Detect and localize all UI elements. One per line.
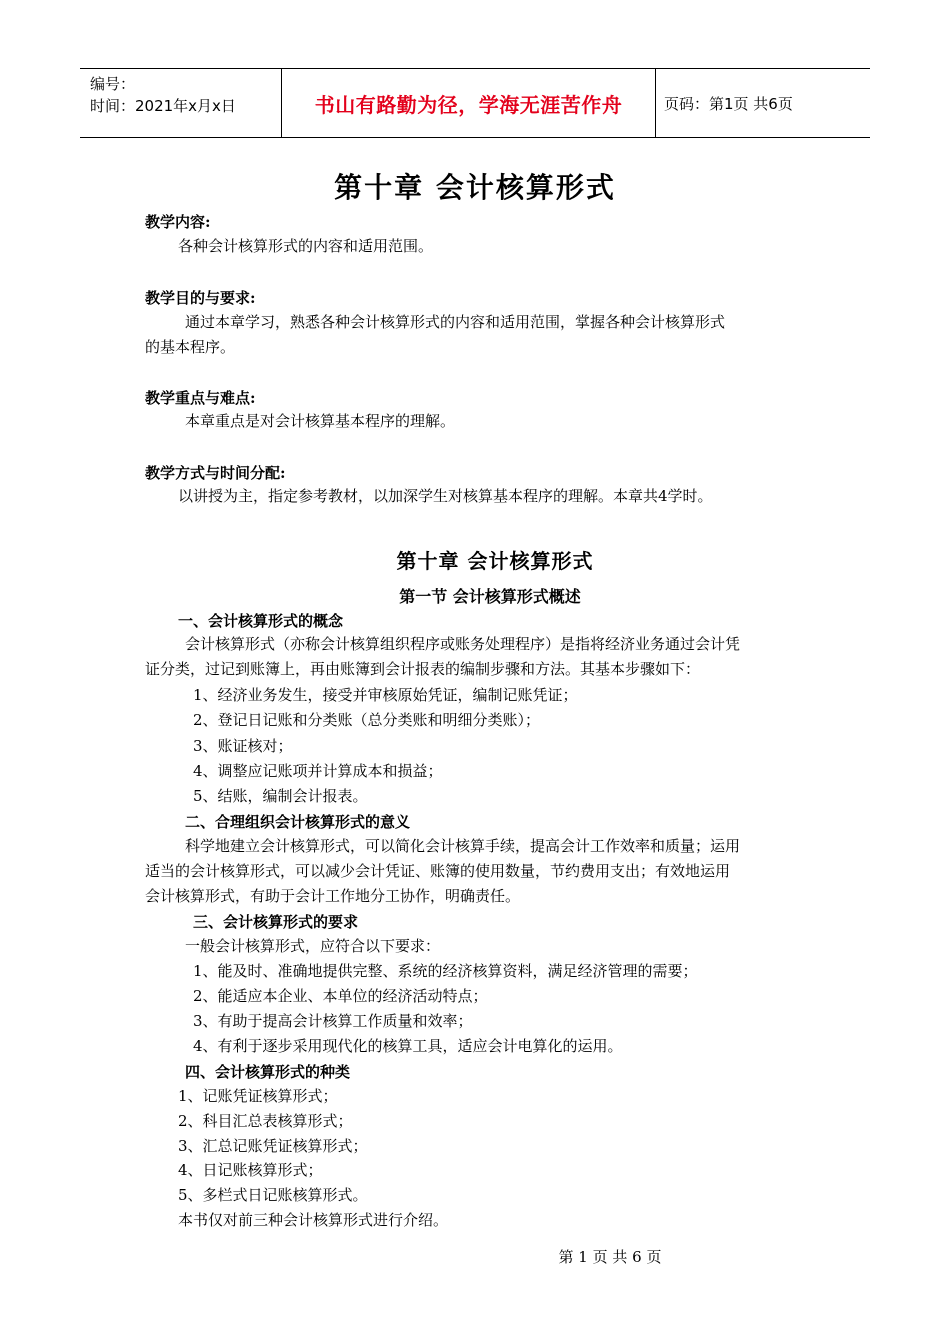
part3-item: 2、能适应本企业、本单位的经济活动特点； [193,987,488,1005]
part1-heading: 一、会计核算形式的概念 [178,612,344,630]
header-meta [80,69,282,137]
page-code: 页码：第1页 共6页 [664,94,793,113]
text-keypoints: 本章重点是对会计核算基本程序的理解。 [185,412,456,430]
heading-goals: 教学目的与要求: [145,289,256,307]
part2-line2: 适当的会计核算形式，可以减少会计凭证、账簿的使用数量，节约费用支出；有效地运用 [145,862,731,880]
part3-heading: 三、会计核算形式的要求 [193,913,359,931]
part3-item: 1、能及时、准确地提供完整、系统的经济核算资料，满足经济管理的需要； [193,962,698,980]
heading-keypoints: 教学重点与难点: [145,389,256,407]
header-motto: 书山有路勤为径，学海无涯苦作舟 [282,69,656,137]
part4-item: 5、多栏式日记账核算形式。 [178,1186,368,1204]
part2-line1: 科学地建立会计核算形式，可以简化会计核算手续，提高会计工作效率和质量；运用 [185,837,741,855]
page-header [80,68,870,138]
part4-item: 2、科目汇总表核算形式； [178,1112,353,1130]
part1-step: 4、调整应记账项并计算成本和损益； [193,762,443,780]
chapter-title: 第十章 会计核算形式 [396,549,594,573]
page-footer: 第 1 页 共 6 页 [558,1248,662,1266]
section-title: 第一节 会计核算形式概述 [399,587,581,606]
part1-line1: 会计核算形式（亦称会计核算组织程序或账务处理程序）是指将经济业务通过会计凭 [185,635,741,653]
part1-step: 3、账证核对； [193,737,293,755]
part4-heading: 四、会计核算形式的种类 [185,1063,351,1081]
part4-item: 3、汇总记账凭证核算形式； [178,1137,368,1155]
number-label: 编号： [90,75,136,93]
part1-line2: 证分类，过记到账簿上，再由账簿到会计报表的编制步骤和方法。其基本步骤如下： [145,660,701,678]
part4-note: 本书仅对前三种会计核算形式进行介绍。 [178,1211,449,1229]
part1-step: 5、结账，编制会计报表。 [193,787,368,805]
part3-item: 4、有利于逐步采用现代化的核算工具，适应会计电算化的运用。 [193,1037,623,1055]
text-content: 各种会计核算形式的内容和适用范围。 [178,237,434,255]
text-goals-2: 的基本程序。 [145,338,236,356]
heading-content: 教学内容: [145,213,211,231]
text-goals-1: 通过本章学习，熟悉各种会计核算形式的内容和适用范围，掌握各种会计核算形式 [185,313,726,331]
part1-step: 1、经济业务发生，接受并审核原始凭证，编制记账凭证； [193,686,578,704]
part2-heading: 二、合理组织会计核算形式的意义 [185,813,411,831]
part4-item: 4、日记账核算形式； [178,1161,323,1179]
part1-step: 2、登记日记账和分类账（总分类账和明细分类账）； [193,711,541,729]
time-label: 时间：2021年x月x日 [90,97,236,115]
part2-line3: 会计核算形式，有助于会计工作地分工协作，明确责任。 [145,887,521,905]
part3-intro: 一般会计核算形式，应符合以下要求： [185,937,441,955]
heading-method: 教学方式与时间分配: [145,464,286,482]
part4-item: 1、记账凭证核算形式； [178,1087,338,1105]
text-method: 以讲授为主，指定参考教材，以加深学生对核算基本程序的理解。本章共4学时。 [178,487,713,505]
part3-item: 3、有助于提高会计核算工作质量和效率； [193,1012,473,1030]
page-title: 第十章 会计核算形式 [334,171,616,204]
